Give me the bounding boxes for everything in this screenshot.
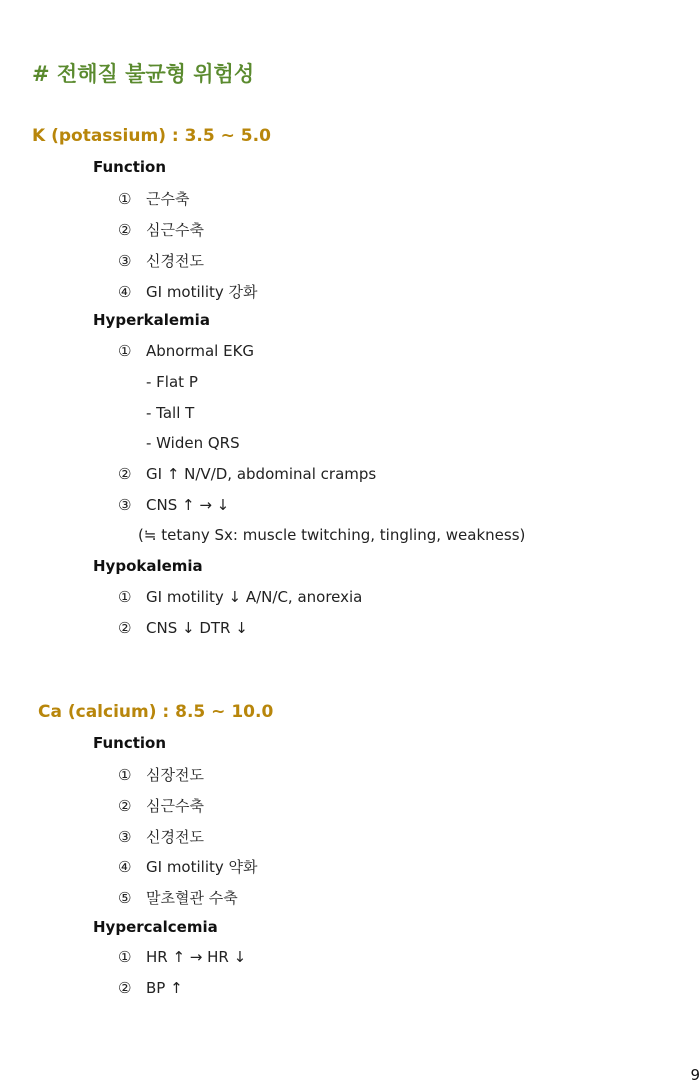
item-number: ② [118,979,132,997]
list-item [118,887,238,908]
list-item [118,342,254,360]
calcium-heading: Ca (calcium) : 8.5 ~ 10.0 [38,702,274,722]
list-item [118,496,229,514]
item-number: ② [118,619,132,637]
item-number: ③ [118,496,132,514]
sub-list-item: - Widen QRS [146,434,240,452]
item-text: GI motility ↓ A/N/C, anorexia [146,588,363,606]
tetany-note: (≒ tetany Sx: muscle twitching, tingling, weakness) [138,526,526,544]
item-number: ③ [118,828,132,846]
list-item [118,588,362,606]
list-item [118,764,204,785]
item-number: ③ [118,252,132,270]
item-number: ② [118,221,132,239]
item-text: GI motility 강화 [146,283,258,301]
list-item [118,219,204,240]
item-number: ① [118,948,132,966]
item-number: ④ [118,283,132,301]
list-item [118,979,183,997]
list-item [118,948,246,966]
list-item [118,619,248,637]
item-text: 신경전도 [146,828,204,846]
list-item [118,795,204,816]
item-text: 말초혈관 수축 [146,889,238,907]
list-item [118,281,258,302]
potassium-heading: K (potassium) : 3.5 ~ 5.0 [32,126,271,146]
item-number: ① [118,342,132,360]
sub-list-item: - Tall T [146,404,195,422]
list-item [118,856,258,877]
hypokalemia-label: Hypokalemia [93,557,203,575]
item-text: GI ↑ N/V/D, abdominal cramps [146,465,377,483]
sub-list-item: - Flat P [146,373,198,391]
item-text: HR ↑ → HR ↓ [146,948,247,966]
item-number: ② [118,465,132,483]
calcium-function-label: Function [93,734,167,752]
item-number: ② [118,797,132,815]
item-text: CNS ↓ DTR ↓ [146,619,248,637]
item-text: GI motility 약화 [146,858,258,876]
item-text: 신경전도 [146,252,204,270]
item-number: ① [118,588,132,606]
item-text: 심근수축 [146,797,204,815]
item-text: 심장전도 [146,766,204,784]
list-item [118,465,376,483]
list-item [118,188,189,209]
list-item [118,826,204,847]
hyperkalemia-label: Hyperkalemia [93,311,210,329]
item-number: ① [118,766,132,784]
item-text: CNS ↑ → ↓ [146,496,230,514]
item-text: 근수축 [146,190,190,208]
item-number: ⑤ [118,889,132,907]
list-item [118,250,204,271]
potassium-function-label: Function [93,158,167,176]
item-text: Abnormal EKG [146,342,255,360]
hypercalcemia-label: Hypercalcemia [93,918,218,936]
page-number: 9 [690,1066,700,1084]
page-title: # 전해질 불균형 위험성 [32,62,255,86]
item-text: 심근수축 [146,221,204,239]
item-number: ① [118,190,132,208]
item-number: ④ [118,858,132,876]
item-text: BP ↑ [146,979,183,997]
